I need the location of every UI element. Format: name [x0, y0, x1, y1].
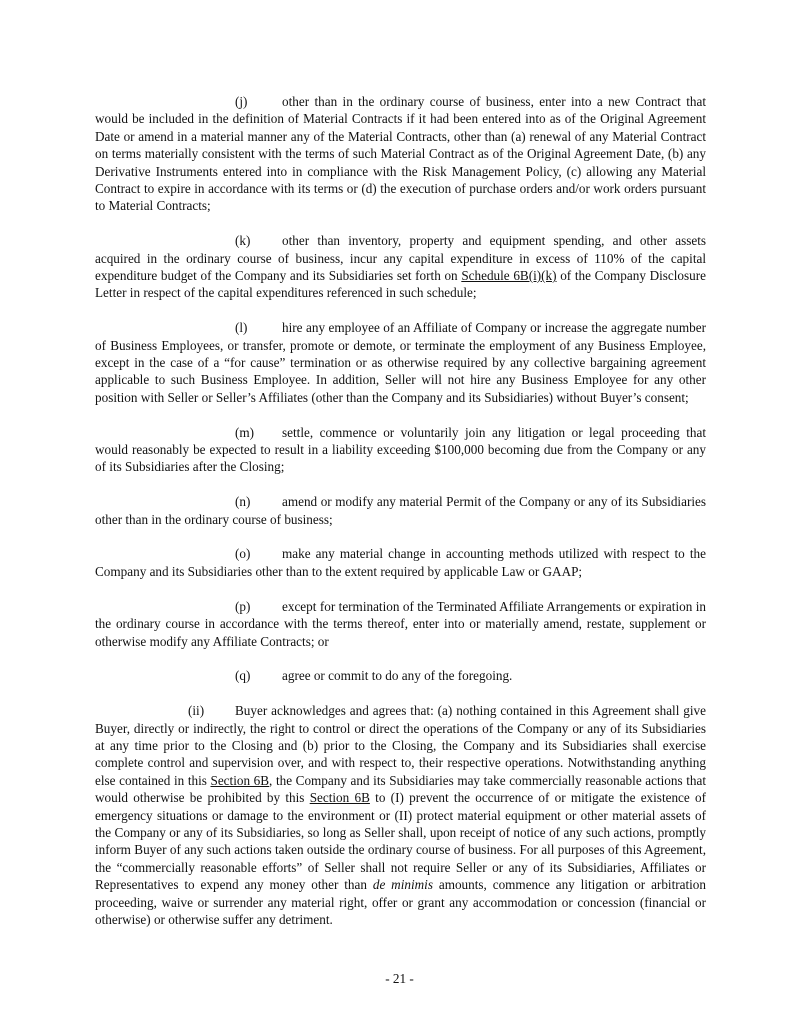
- clause-text: of the Company Disclosure Letter in respect of the capital expenditures referenced in such schedule;: [95, 268, 706, 301]
- clause-marker: (k): [235, 233, 251, 249]
- section-ii: [95, 702, 706, 928]
- clause-marker: (q): [235, 668, 251, 684]
- clause-marker: (j): [235, 94, 248, 109]
- clause-n: [95, 493, 706, 528]
- clause-text: hire any employee of an Affiliate of Company or increase the aggregate number of Business Employees, or transfer, promote or demote, or terminate the employment of any Business Employee, except in the case of a “for cause” termination or as otherwise required by any collective bargaining agreement applicable to such Business Employee. In addition, Seller will not hire any Business Employee for any other position with Seller or Seller’s Affiliates (other than the Company and its Subsidiaries) without Buyer’s consent;: [95, 320, 706, 405]
- section-text: , the Company and its Subsidiaries may take commercially reasonable actions that would otherwise be prohibited by this: [95, 772, 707, 806]
- clause-p: [95, 598, 706, 650]
- clause-q: [95, 667, 706, 684]
- clause-text: other than inventory, property and equipment spending, and other assets acquired in the ordinary course of business, incur any capital expenditure in excess of 110% of the capital expenditure budget of the Company and its Subsidiaries set forth on: [95, 233, 706, 284]
- section-text: amounts, commence any litigation or arbitration proceeding, waive or surrender any material right, offer or grant any accommodation or concession (financial or otherwise) or otherwise suffer any detriment.: [95, 877, 706, 927]
- clause-text: amend or modify any material Permit of the Company or any of its Subsidiaries other than in the ordinary course of business;: [95, 494, 706, 527]
- section-marker: (ii): [188, 703, 205, 719]
- clause-marker: (p): [235, 598, 251, 614]
- clause-marker: (n): [235, 494, 251, 510]
- section-text: Buyer acknowledges and agrees that: (a) nothing contained in this Agreement shall give Buyer, directly or indirectly, the right to control or direct the operations of the Company or any of its Subsidiaries at any time prior to the Closing and (b) prior to the Closing, the Company and its Subsidiaries shall exercise complete control and supervision over, and with respect to, their respective operations. Notwithstanding anything else contained in this: [95, 703, 706, 788]
- document-body: [95, 93, 706, 946]
- clause-text: other than in the ordinary course of business, enter into a new Contract that would be included in the definition of Material Contracts if it had been entered into as of the Original Agreement Date or amend in a material manner any of the Material Contracts, other than (a) renewal of any Material Contract on terms materially consistent with the terms of such Material Contract as of the Original Agreement Date, (b) any Derivative Instruments entered into in compliance with the Risk Management Policy, (c) allowing any Material Contract to expire in accordance with its terms or (d) the execution of purchase orders and/or work orders pursuant to Material Contracts;: [95, 94, 706, 214]
- clause-l: [95, 319, 706, 406]
- clause-k: [95, 232, 706, 302]
- clause-text: except for termination of the Terminated Affiliate Arrangements or expiration in the ordinary course in accordance with the terms thereof, enter into or materially amend, restate, supplement or otherwise modify any Affiliate Contracts; or: [95, 598, 706, 649]
- section-reference: Section 6B: [210, 772, 270, 788]
- section-reference: Section 6B: [309, 790, 370, 806]
- schedule-reference: Schedule 6B(i)(k): [461, 268, 557, 284]
- clause-text: make any material change in accounting methods utilized with respect to the Company and its Subsidiaries other than to the extent required by applicable Law or GAAP;: [95, 546, 706, 579]
- section-text: to (I) prevent the occurrence of or mitigate the existence of emergency situations or damage to the environment or (II) protect material equipment or other material assets of the Company or any of its Subsidiaries, so long as Seller shall, upon receipt of notice of any such actions, promptly inform Buyer of any such actions taken outside the ordinary course of business. For all purposes of this Agreement, the “commercially reasonable efforts” of Seller shall not require Seller or any of its Subsidiaries, Affiliates or Representatives to expend any money other than: [95, 790, 706, 893]
- clause-m: [95, 424, 706, 476]
- clause-marker: (l): [235, 320, 248, 336]
- clause-marker: (m): [235, 424, 255, 440]
- clause-j: [95, 93, 706, 215]
- page-number: - 21 -: [385, 971, 414, 986]
- clause-text: agree or commit to do any of the foregoing.: [282, 668, 513, 684]
- latin-term: de minimis: [372, 877, 433, 893]
- clause-o: [95, 545, 706, 580]
- clause-text: settle, commence or voluntarily join any litigation or legal proceeding that would reasonably be expected to result in a liability exceeding $100,000 becoming due from the Company or any of its Subsidiaries after the Closing;: [95, 424, 706, 475]
- clause-marker: (o): [235, 546, 251, 562]
